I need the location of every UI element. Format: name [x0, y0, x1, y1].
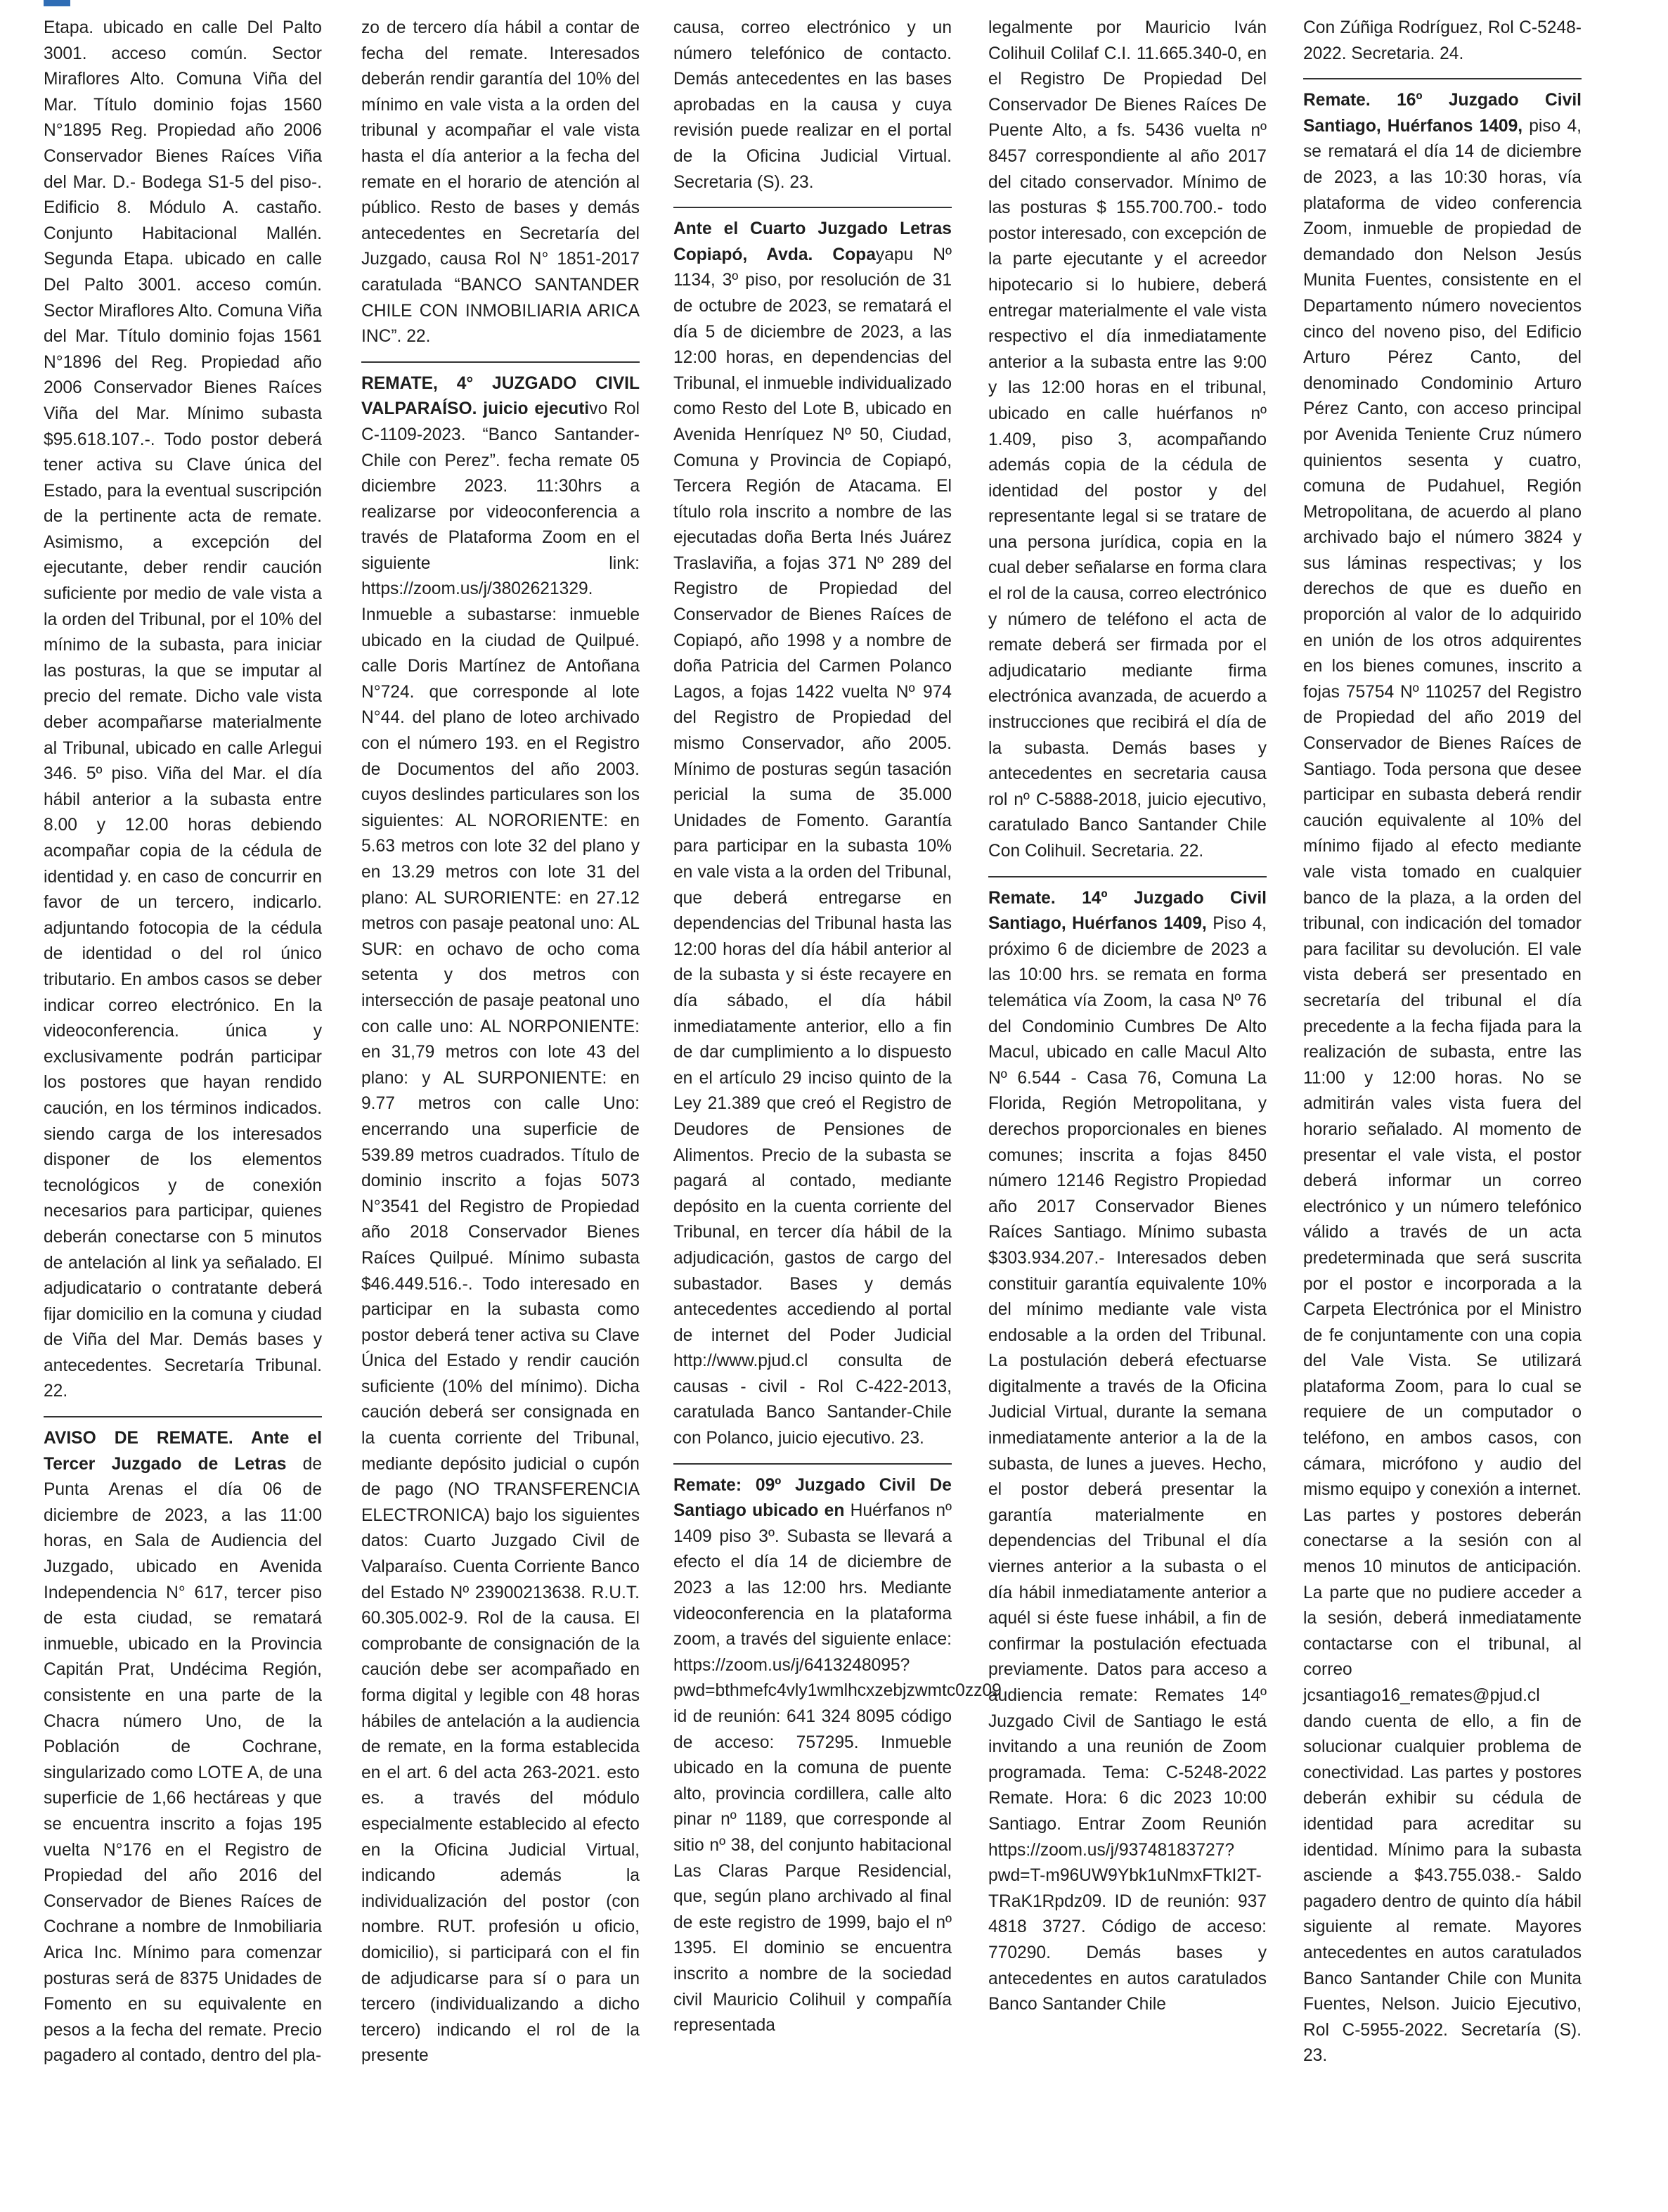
- notice: [1303, 88, 1582, 2069]
- notice: [988, 886, 1267, 2018]
- classified-ads-page: [44, 15, 1582, 2202]
- notice: [673, 1473, 1002, 2039]
- notice-heading: AVISO DE REMATE. Ante el Tercer Juzgado de Letras: [44, 1429, 322, 1474]
- divider: [673, 1463, 952, 1465]
- notice-heading: Remate. 16º Juzgado Civil Santiago, Huérfanos 1409,: [1303, 91, 1582, 136]
- notice-text: yapu Nº 1134, 3º piso, por resolución de 31 de octubre de 2023, se rematará el día 5 de diciembre de 2023, a las 12:00 horas, en dependencias del Tribunal, el inmueble individualizado como Resto del Lote B, ubicado en Avenida Henríquez Nº 50, Ciudad, Comuna y Provincia de Copiapó, Tercera Región de Atacama. El título rola inscrito a nombre de las ejecutadas doña Berta Inés Juárez Traslaviña, a fojas 371 Nº 289 del Registro de Propiedad del Conservador de Bienes Raíces de Copiapó, año 1998 y a nombre de doña Patricia del Carmen Polanco Lagos, a fojas 1422 vuelta Nº 974 del Registro de Propiedad del mismo Conservador, año 2005. Mínimo de posturas según tasación pericial la suma de 35.000 Unidades de Fomento. Garantía para participar en la subasta 10% en vale vista a la orden del Tribunal, que deberá entregarse en dependencias del Tribunal hasta las 12:00 horas del día hábil anterior al de la subasta y si éste recayere en día sábado, el día hábil inmediatamente anterior, ello a fin de dar cumplimiento a lo dispuesto en el artículo 29 inciso quinto de la Ley 21.389 que creó el Registro de Deudores de Pensiones de Alimentos. Precio de la subasta se pagará al contado, mediante depósito en la cuenta corriente del Tribunal, en tercer día hábil de la adjudicación, gastos de cargo del subastador. Bases y demás antecedentes accediendo al portal de internet del Poder Judicial http://www.pjud.cl consulta de causas - civil - Rol C-422-2013, caratulada Banco Santander-Chile con Polanco, juicio ejecutivo. 23.: [673, 245, 952, 1448]
- notice: [673, 217, 952, 1452]
- notice-text: causa, correo electrónico y un número telefónico de contacto. Demás antecedentes en las bases aprobadas en la causa y cuya revisión puede realizar en el portal de la Oficina Judicial Virtual. Secretaria (S). 23.: [673, 18, 952, 192]
- notice-text: Huérfanos nº 1409 piso 3º. Subasta se llevará a efecto el día 14 de diciembre de 2023 a las 12:00 hrs. Mediante videoconferencia en la plataforma zoom, a través del siguiente enlace: https://zoom.us/j/6413248095?pwd=bthmefc4vly1wmlhcxzebjzwmtc0zz09 id de reunión: 641 324 8095 código de acceso: 757295. Inmueble ubicado en la comuna de puente alto, provincia cordillera, calle alto pinar nº 1189, que corresponde al sitio nº 38, del conjunto habitacional Las Claras Parque Residencial, que, según plano archivado al final de este registro de 1999, bajo el nº 1395. El dominio se encuentra inscrito a nombre de la sociedad civil Mauricio Colihuil y compañía representada: [673, 1501, 1002, 2036]
- column-1: [44, 15, 322, 2202]
- notice-text: piso 4, se rematará el día 14 de diciembre de 2023, a las 10:30 horas, vía plataforma de video conferencia Zoom, inmueble de propiedad de demandado don Nelson Jesús Munita Fuentes, consistente en el Departamento número novecientos cinco del noveno piso, del Edificio Arturo Pérez Canto, del denominado Condominio Arturo Pérez Canto, con acceso principal por Avenida Teniente Cruz número quinientos sesenta y cuatro, comuna de Pudahuel, Región Metropolitana, de acuerdo al plano archivado bajo el número 3824 y sus láminas respectivas; y los derechos de que es dueño en proporción al valor de lo adquirido en unión de los otros adquirentes en los bienes comunes, inscrito a fojas 75754 Nº 110257 del Registro de Propiedad del año 2019 del Conservador de Bienes Raíces de Santiago. Toda persona que desee participar en subasta deberá rendir caución equivalente al 10% del mínimo fijado al efecto mediante vale vista tomado en cualquier banco de la plaza, a la orden del tribunal, con indicación del tomador para facilitar su devolución. El vale vista deberá ser presentado en secretaría del tribunal el día precedente a la fecha fijada para la realización de subasta, entre las 11:00 y 12:00 horas. No se admitirán vales vista fuera del horario señalado. Al momento de presentar el vale vista, el postor deberá informar un correo electrónico y un número telefónico válido a través de un acta predeterminada que será suscrita por el postor e incorporada a la Carpeta Electrónica por el Ministro de fe conjuntamente con una copia del Vale Vista. Se utilizará plataforma Zoom, para lo cual se requiere de un computador o teléfono, en ambos casos, con cámara, micrófono y audio del mismo equipo y conexión a internet. Las partes y postores deberán conectarse a la sesión con al menos 10 minutos de anticipación. La parte que no pudiere acceder a la sesión, deberá inmediatamente contactarse con el tribunal, al correo jcsantiago16_remates@pjud.cl dando cuenta de ello, a fin de solucionar cualquier problema de conectividad. Las partes y postores deberán exhibir su cédula de identidad para acreditar su identidad. Mínimo para la subasta asciende a $43.755.038.- Saldo pagadero dentro de quinto día hábil siguiente al remate. Mayores antecedentes en autos caratulados Banco Santander Chile con Munita Fuentes, Nelson. Juicio Ejecutivo, Rol C-5955-2022. Secretaría (S). 23.: [1303, 116, 1582, 2066]
- column-5: [1303, 15, 1582, 2202]
- notice-text: Piso 4, próximo 6 de diciembre de 2023 a las 10:00 hrs. se remata en forma telemática vía Zoom, la casa Nº 76 del Condominio Cumbres De Alto Macul, ubicado en calle Macul Alto Nº 6.544 - Casa 76, Comuna La Florida, Región Metropolitana, y derechos proporcionales en bienes comunes; inscrita a fojas 8450 número 12146 Registro Propiedad año 2017 Conservador Bienes Raíces Santiago. Mínimo subasta $303.934.207.- Interesados deben constituir garantía equivalente 10% del mínimo mediante vale vista endosable a la orden del Tribunal. La postulación deberá efectuarse digitalmente a través de la Oficina Judicial Virtual, durante la semana inmediatamente anterior a la de la subasta, de lunes a jueves. Hecho, el postor deberá presentar la garantía materialmente en dependencias del Tribunal el día viernes anterior a la subasta o el día hábil inmediatamente anterior a aquél si éste fuese inhábil, a fin de confirmar la postulación efectuada previamente. Datos para acceso a audiencia remate: Remates 14º Juzgado Civil de Santiago le está invitando a una reunión de Zoom programada. Tema: C-5248-2022 Remate. Hora: 6 dic 2023 10:00 Santiago. Entrar Zoom Reunión https://zoom.us/j/93748183727?pwd=T-m96UW9Ybk1uNmxFTkI2T-TRaK1Rpdz09. ID de reunión: 937 4818 3727. Código de acceso: 770290. Demás bases y antecedentes en autos caratulados Banco Santander Chile: [988, 914, 1267, 2014]
- divider: [44, 1416, 322, 1417]
- column-3: [673, 15, 1002, 2202]
- notice-text: de Punta Arenas el día 06 de diciembre de 2023, a las 11:00 horas, en Sala de Audiencia del Juzgado, ubicado en Avenida Independencia N° 617, tercer piso de esta ciudad, se rematará inmueble, ubicado en la Provincia Capitán Prat, Undécima Región, consistente en una parte de la Chacra número Uno, de la Población de Cochrane, singularizado como LOTE A, de una superficie de 1,66 hectáreas y que se encuentra inscrito a fojas 195 vuelta N°176 en el Registro de Propiedad del año 2016 del Conservador de Bienes Raíces de Cochrane a nombre de Inmobiliaria Arica Inc. Mínimo para comenzar posturas será de 8375 Unidades de Fomento en su equivalente en pesos a la fecha del remate. Precio pagadero al contado, dentro del pla-: [44, 1454, 322, 2066]
- notice-heading: REMATE, 4° JUZGADO CIVIL VALPARAÍSO. juicio ejecuti: [361, 373, 640, 419]
- notice: [44, 1426, 322, 2069]
- divider: [1303, 78, 1582, 79]
- notice-text: vo Rol C-1109-2023. “Banco Santander-Chile con Perez”. fecha remate 05 diciembre 2023. 11:30hrs a realizarse por videoconferencia a través de Plataforma Zoom en el siguiente link: https://zoom.us/j/3802621329. Inmueble a subastarse: inmueble ubicado en la ciudad de Quilpué. calle Doris Martínez de Antoñana N°724. que corresponde al lote N°44. del plano de loteo archivado con el número 193. en el Registro de Documentos del año 2003. cuyos deslindes particulares son los siguientes: AL NORORIENTE: en 5.63 metros con lote 32 del plano y en 13.29 metros con lote 31 del plano: AL SURORIENTE: en 27.12 metros con pasaje peatonal uno: AL SUR: en ochavo de ocho coma setenta y dos metros con intersección de pasaje peatonal uno con calle uno: AL NORPONIENTE: en 31,79 metros con lote 43 del plano: y AL SURPONIENTE: en 9.77 metros con calle Uno: encerrando una superficie de 539.89 metros cuadrados. Título de dominio inscrito a fojas 5073 N°3541 del Registro de Propiedad año 2018 Conservador Bienes Raíces Quilpué. Mínimo subasta $46.449.516.-. Todo interesado en participar en la subasta como postor deberá tener activa su Clave Única del Estado y rendir caución suficiente (10% del mínimo). Dicha caución deberá ser consignada en la cuenta corriente del Tribunal, mediante depósito judicial o cupón de pago (NO TRANSFERENCIA ELECTRONICA) bajo los siguientes datos: Cuarto Juzgado Civil de Valparaíso. Cuenta Corriente Banco del Estado Nº 23900213638. R.U.T. 60.305.002-9. Rol de la causa. El comprobante de consignación de la caución debe ser acompañado en forma digital y legible con 48 horas hábiles de antelación a la audiencia de remate, en la forma establecida en el art. 6 del acta 263-2021. esto es. a través del módulo especialmente establecido al efecto en la Oficina Judicial Virtual, indicando además la individualización del postor (con nombre. RUT. profesión u oficio, domicilio), si participará con el fin de adjudicarse para sí o para un tercero (individualizando a dicho tercero) indicando el rol de la presente: [361, 399, 640, 2066]
- notice-heading: Remate. 14º Juzgado Civil Santiago, Huérfanos 1409,: [988, 888, 1267, 934]
- column-2: [361, 15, 640, 2202]
- notice: [361, 371, 640, 2069]
- notice-heading: Remate: 09º Juzgado Civil De Santiago ubicado en: [673, 1475, 952, 1521]
- notice-text: Con Zúñiga Rodríguez, Rol C-5248-2022. Secretaria. 24.: [1303, 18, 1582, 63]
- column-4: [988, 15, 1267, 2202]
- divider: [361, 361, 640, 363]
- color-marker: [44, 0, 70, 6]
- notice-heading: Ante el Cuarto Juzgado Letras Copiapó, Avda. Copa: [673, 219, 952, 264]
- divider: [673, 207, 952, 208]
- divider: [988, 876, 1267, 877]
- notice-text: legalmente por Mauricio Iván Colihuil Colilaf C.I. 11.665.340-0, en el Registro De Propiedad Del Conservador De Bienes Raíces De Puente Alto, a fs. 5436 vuelta nº 8457 correspondiente al año 2017 del citado conservador. Mínimo de las posturas $ 155.700.700.- todo postor interesado, con excepción de la parte ejecutante y el acreedor hipotecario si lo hubiere, deberá entregar materialmente el vale vista respectivo el día inmediatamente anterior a la subasta entre las 9:00 y las 12:00 horas en el tribunal, ubicado en calle huérfanos nº 1.409, piso 3, acompañando además copia de la cédula de identidad del postor y del representante legal si se tratare de una persona jurídica, copia en la cual deber señalarse en forma clara el rol de la causa, correo electrónico y número de teléfono el acta de remate deberá ser firmada por el adjudicatario mediante firma electrónica avanzada, de acuerdo a instrucciones que recibirá el día de la subasta. Demás bases y antecedentes en secretaria causa rol nº C-5888-2018, juicio ejecutivo, caratulado Banco Santander Chile Con Colihuil. Secretaria. 22.: [988, 18, 1267, 861]
- notice-text: Etapa. ubicado en calle Del Palto 3001. acceso común. Sector Miraflores Alto. Comuna Viña del Mar. Título dominio fojas 1560 N°1895 Reg. Propiedad año 2006 Conservador Bienes Raíces Viña del Mar. D.- Bodega S1-5 del piso-. Edificio 8. Módulo A. castaño. Conjunto Habitacional Mallén. Segunda Etapa. ubicado en calle Del Palto 3001. acceso común. Sector Miraflores Alto. Comuna Viña del Mar. Título dominio fojas 1561 N°1896 del Reg. Propiedad año 2006 Conservador Bienes Raíces Viña del Mar. Mínimo subasta $95.618.107.-. Todo postor deberá tener activa su Clave única del Estado, para la eventual suscripción de la pertinente acta de remate. Asimismo, a excepción del ejecutante, deber rendir caución suficiente por medio de vale vista a la orden del Tribunal, por el 10% del mínimo de la subasta, para iniciar las posturas, la que se imputar al precio del remate. Dicho vale vista deber acompañarse materialmente al Tribunal, ubicado en calle Arlegui 346. 5º piso. Viña del Mar. el día hábil anterior a la subasta entre 8.00 y 12.00 horas debiendo acompañar copia de la cédula de identidad y. en caso de concurrir en favor de un tercero, indicarlo. adjuntando fotocopia de la cédula de identidad o del rol único tributario. En ambos casos se deber indicar correo electrónico. En la videoconferencia. única y exclusivamente podrán participar los postores que hayan rendido caución, en los términos indicados. siendo carga de los interesados disponer de los elementos tecnológicos y de conexión necesarios para participar, quienes deberán conectarse con 5 minutos de antelación al link ya señalado. El adjudicatario o contratante deberá fijar domicilio en la comuna y ciudad de Viña del Mar. Demás bases y antecedentes. Secretaría Tribunal. 22.: [44, 18, 322, 1401]
- notice-text: zo de tercero día hábil a contar de fecha del remate. Interesados deberán rendir garantía del 10% del mínimo en vale vista a la orden del tribunal y acompañar el vale vista hasta el día anterior a la fecha del remate en el horario de atención al público. Resto de bases y demás antecedentes en Secretaría del Juzgado, causa Rol N° 1851-2017 caratulada “BANCO SANTANDER CHILE CON INMOBILIARIA ARICA INC”. 22.: [361, 18, 640, 347]
